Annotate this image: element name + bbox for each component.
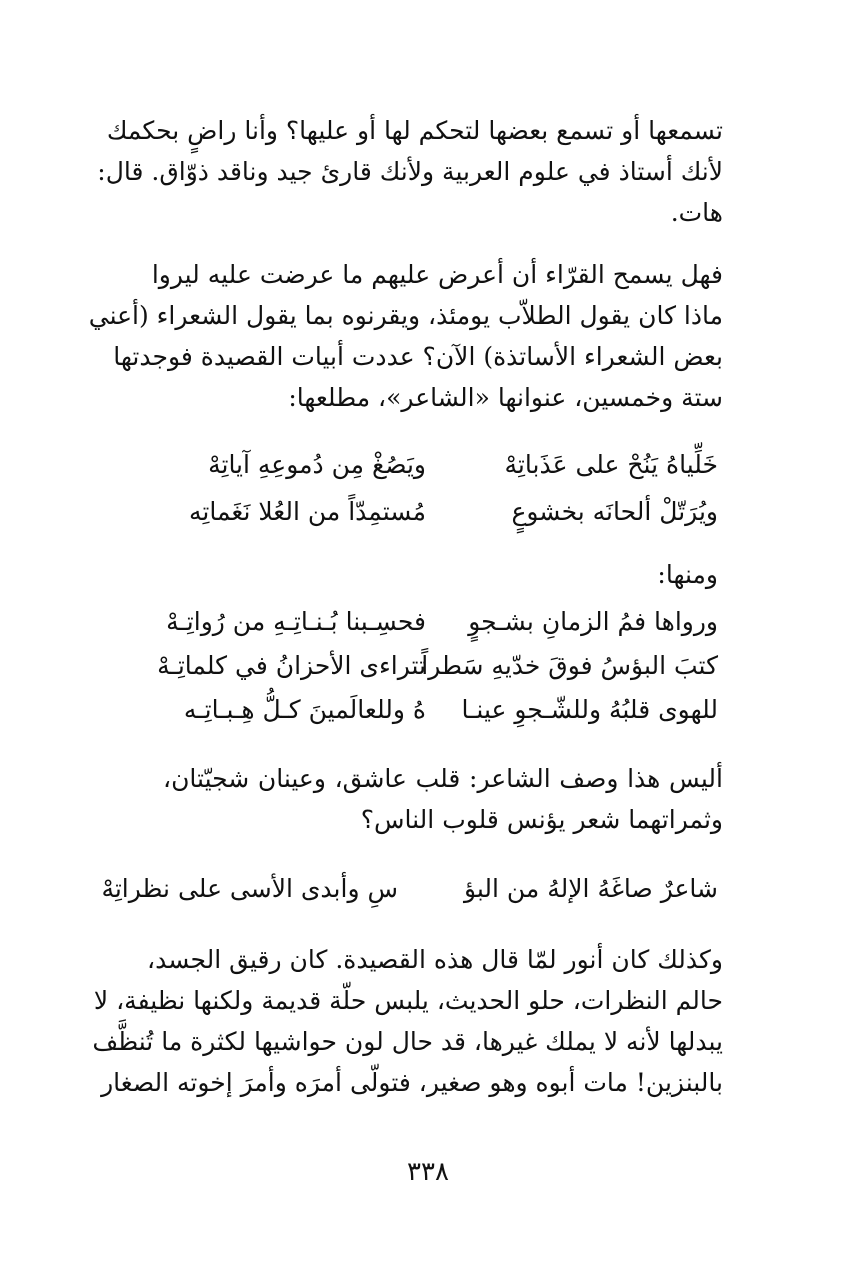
- paragraph-line: وثمراتهما شعر يؤنس قلوب الناس؟: [360, 805, 723, 834]
- verse-second-hemistich: مُستمِدّاً من العُلا نَغَماتِه: [188, 497, 426, 526]
- verse-first-hemistich: ويُرَتّلْ ألحانَه بخشوعٍ: [511, 497, 718, 526]
- verse-second-hemistich: تتراءى الأحزانُ في كلماتِـهْ: [157, 651, 426, 680]
- verse-first-hemistich: ورواها فمُ الزمانِ بشـجوٍ: [468, 607, 718, 636]
- verse-first-hemistich: خَلِّياهُ يَنُحْ على عَذَباتِهْ: [504, 450, 718, 479]
- verse-first-hemistich: شاعرٌ صاغَهُ الإلهُ من البؤ: [463, 874, 718, 903]
- verse-second-hemistich: هُ وللعالَمينَ كـلُّ هِـبـاتِـه: [183, 695, 426, 724]
- paragraph-line: وكذلك كان أنور لمّا قال هذه القصيدة. كان رقيق الجسد،: [147, 945, 723, 974]
- paragraph-line: حالم النظرات، حلو الحديث، يلبس حلّة قديمة ولكنها نظيفة، لا: [93, 986, 723, 1015]
- paragraph-line: يبدلها لأنه لا يملك غيرها، قد حال لون حواشيها لكثرة ما تُنظَّف: [92, 1027, 723, 1056]
- verse-second-hemistich: فحسِـبنا بُـنـاتِـهِ من رُواتِـهْ: [166, 607, 426, 636]
- verse-first-hemistich: للهوى قلبُهُ وللشّـجوِ عينـا: [461, 695, 718, 724]
- paragraph-line: فهل يسمح القرّاء أن أعرض عليهم ما عرضت عليه ليروا: [151, 260, 723, 289]
- paragraph-line: هات.: [670, 198, 723, 227]
- paragraph-line: لأنك أستاذ في علوم العربية ولأنك قارئ جيد وناقد ذوّاق. قال:: [97, 157, 723, 186]
- paragraph-line: ستة وخمسين، عنوانها «الشاعر»، مطلعها:: [288, 383, 723, 412]
- paragraph-line: بعض الشعراء الأساتذة) الآن؟ عددت أبيات القصيدة فوجدتها: [113, 342, 723, 371]
- page-number: ٣٣٨: [407, 1157, 449, 1187]
- paragraph-line: بالبنزين! مات أبوه وهو صغير، فتولّى أمرَه وأمرَ إخوته الصغار: [101, 1068, 723, 1097]
- verse-second-hemistich: ويَصُغْ مِن دُموعِهِ آياتِهْ: [208, 450, 426, 479]
- paragraph-line: ماذا كان يقول الطلاّب يومئذ، ويقرنوه بما يقول الشعراء (أعني: [88, 301, 723, 330]
- section-label: ومنها:: [657, 560, 718, 589]
- paragraph-line: تسمعها أو تسمع بعضها لتحكم لها أو عليها؟ وأنا راضٍ بحكمك: [106, 116, 723, 145]
- paragraph-line: أليس هذا وصف الشاعر: قلب عاشق، وعينان شجيّتان،: [163, 764, 723, 793]
- verse-first-hemistich: كتبَ البؤسُ فوقَ خدّيهِ سَطراً: [421, 651, 718, 680]
- verse-second-hemistich: سِ وأبدى الأسى على نظراتِهْ: [101, 874, 398, 903]
